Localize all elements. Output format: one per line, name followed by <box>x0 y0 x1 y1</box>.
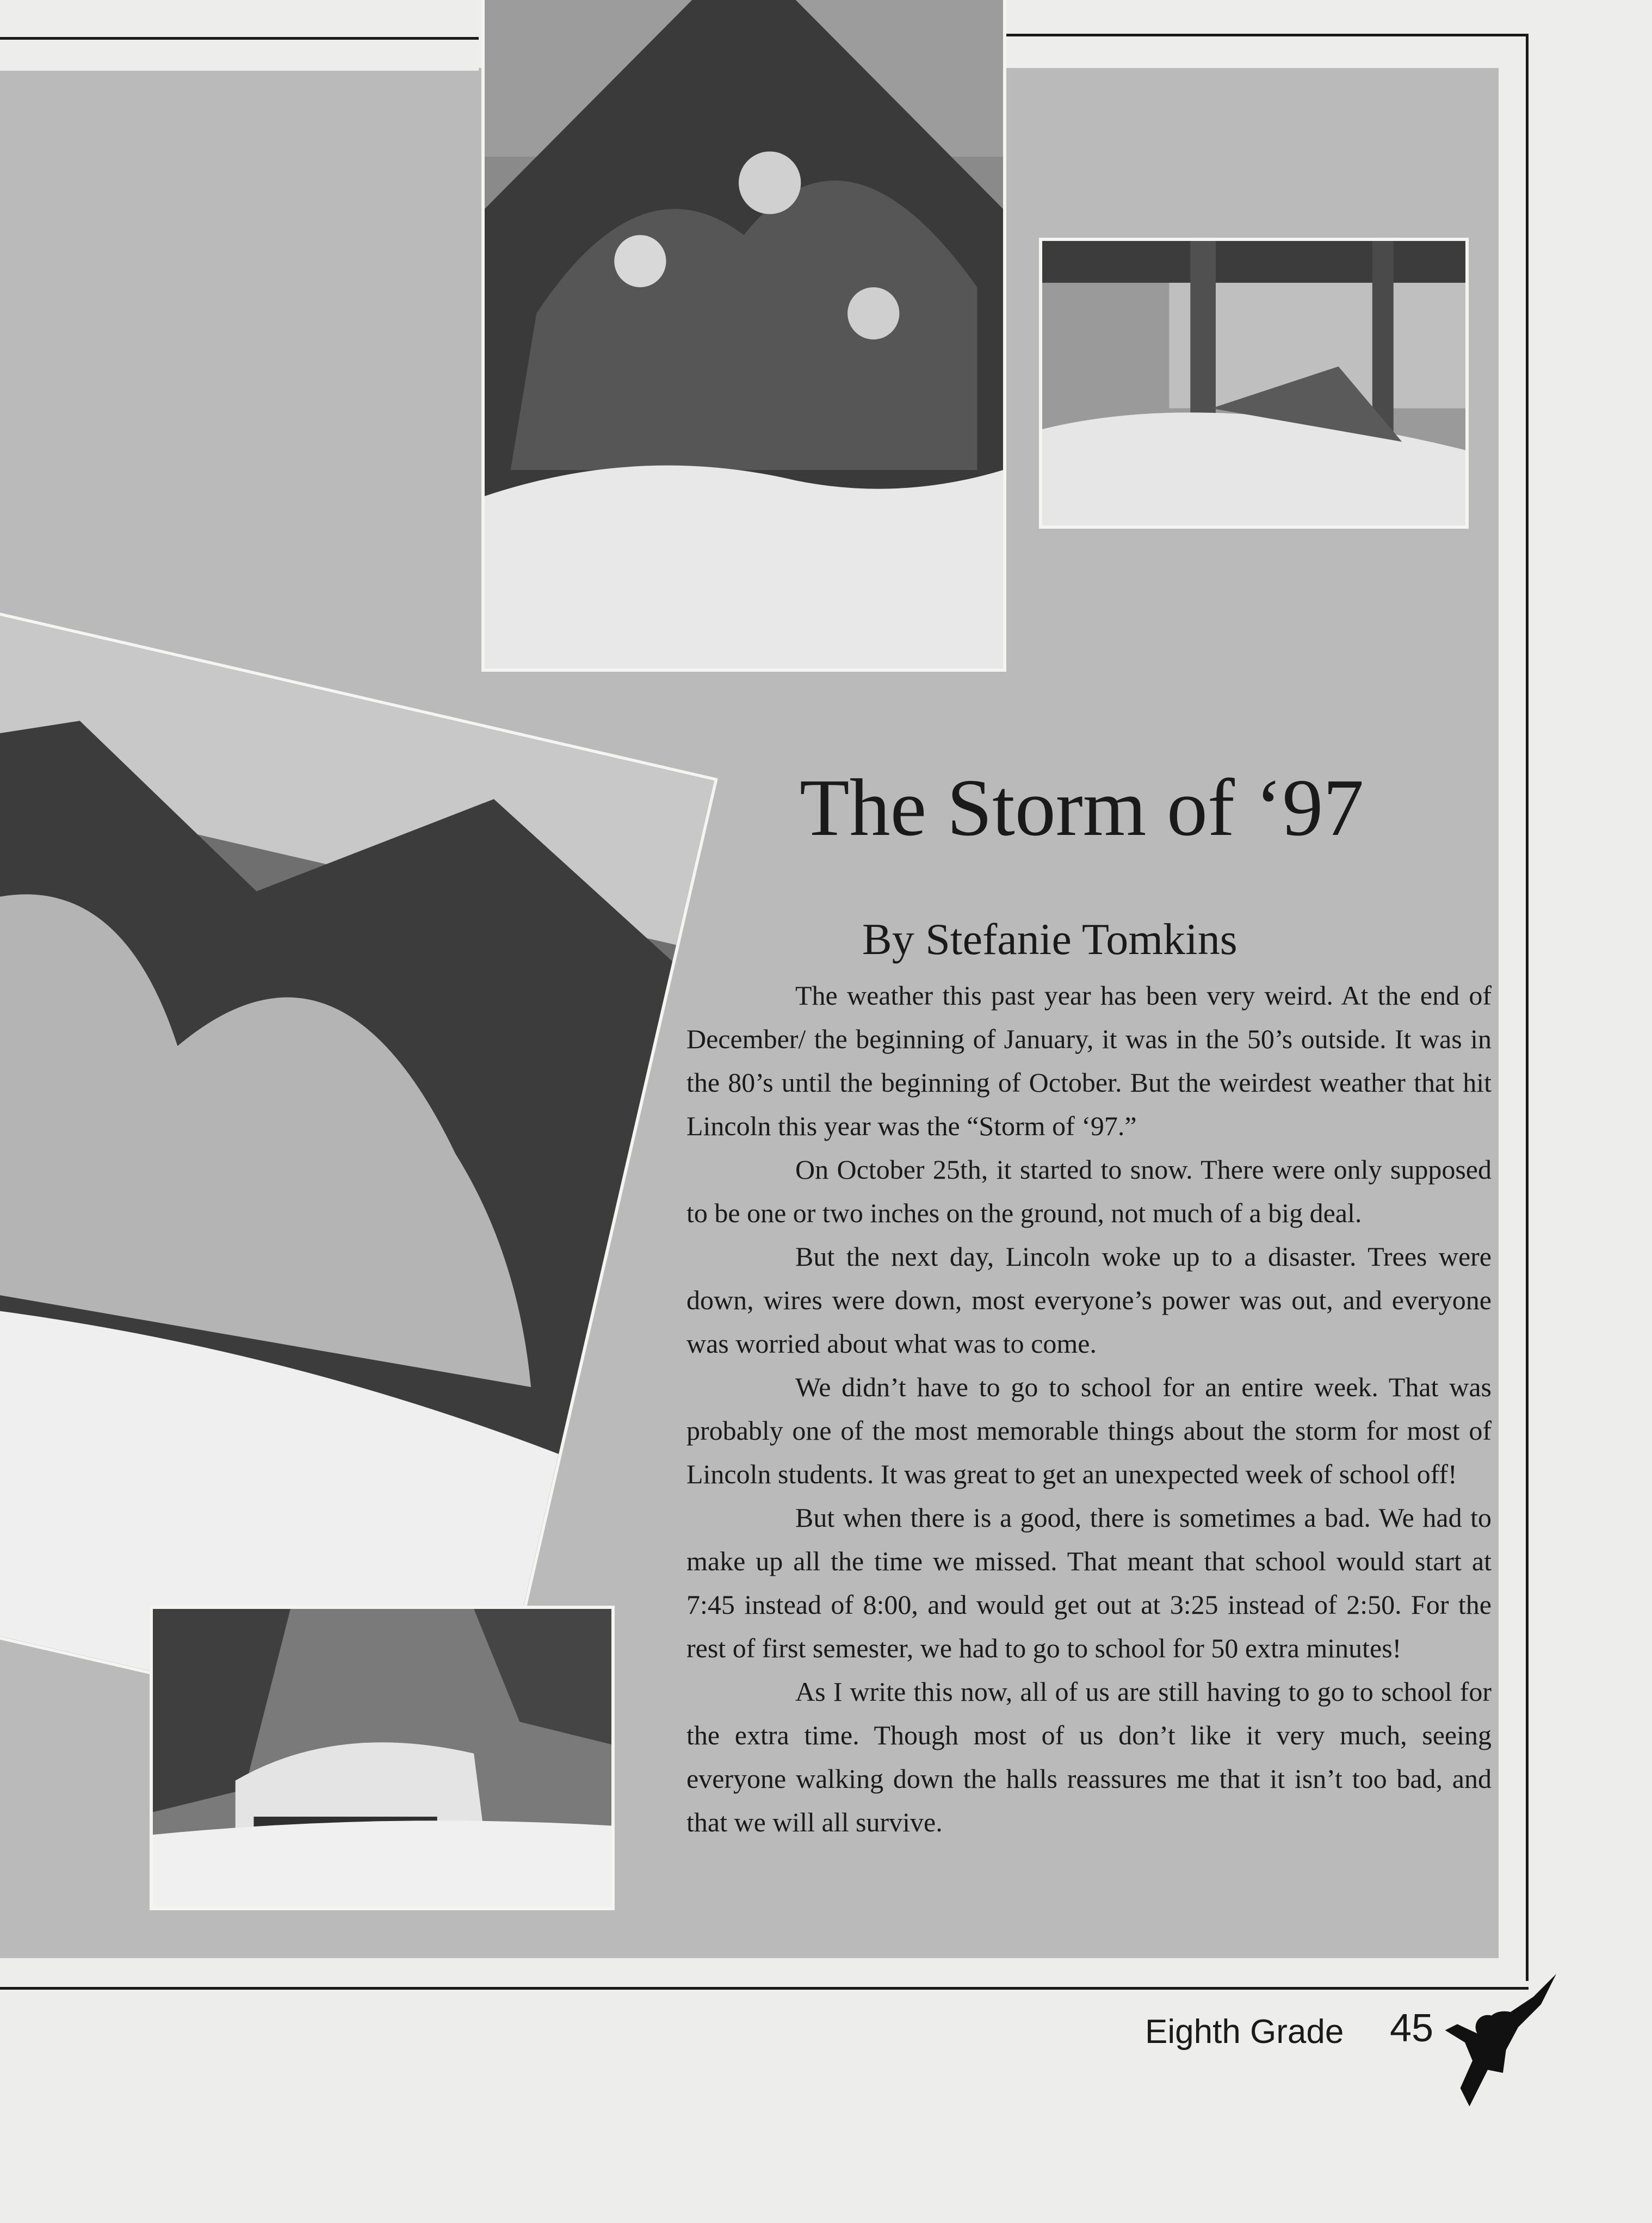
photo-buried-car <box>150 1606 615 1910</box>
article-paragraph: The weather this past year has been very weird. At the end of December/ the beginning of January, it was in the 50’s outside. It was in the 80’s until the beginning of October. But the weirdest weather that hit Lincoln this year was the “Storm of ‘97.” <box>686 980 1492 1141</box>
footer-section-label: Eighth Grade <box>1145 2013 1344 2051</box>
article-body <box>686 974 1492 1844</box>
article-paragraph: As I write this now, all of us are still having to go to school for the extra time. Though most of us don’t like it very much, seeing everyone walking down the halls reassures me that it isn’t too bad, and that we will all survive. <box>686 1676 1492 1837</box>
article-title: The Storm of ‘97 <box>800 763 1364 853</box>
monkey-silhouette-icon <box>1412 1966 1564 2119</box>
photo-porch-snow <box>1039 238 1469 529</box>
article-paragraph: But the next day, Lincoln woke up to a disaster. Trees were down, wires were down, most everyone’s power was out, and everyone was worried about what was to come. <box>686 1241 1492 1359</box>
right-rule <box>1526 34 1529 1981</box>
article-paragraph: On October 25th, it started to snow. There were only supposed to be one or two inches on the ground, not much of a big deal. <box>686 1154 1492 1228</box>
photo-snow-tree-top <box>481 0 1006 672</box>
top-rule-left <box>0 37 479 40</box>
article-byline: By Stefanie Tomkins <box>862 914 1238 964</box>
article-paragraph: We didn’t have to go to school for an entire week. That was probably one of the most memorable things about the storm for most of Lincoln students. It was great to get an unexpected week of school off! <box>686 1372 1492 1489</box>
top-rule-right <box>1006 34 1529 36</box>
bottom-rule <box>0 1987 1529 1990</box>
article-paragraph: But when there is a good, there is sometimes a bad. We had to make up all the time we missed. That meant that school would start at 7:45 instead of 8:00, and would get out at 3:25 instead of 2:50. For the rest of first semester, we had to go to school for 50 extra minutes! <box>686 1502 1492 1663</box>
page-number: 45 <box>1390 2007 1434 2050</box>
